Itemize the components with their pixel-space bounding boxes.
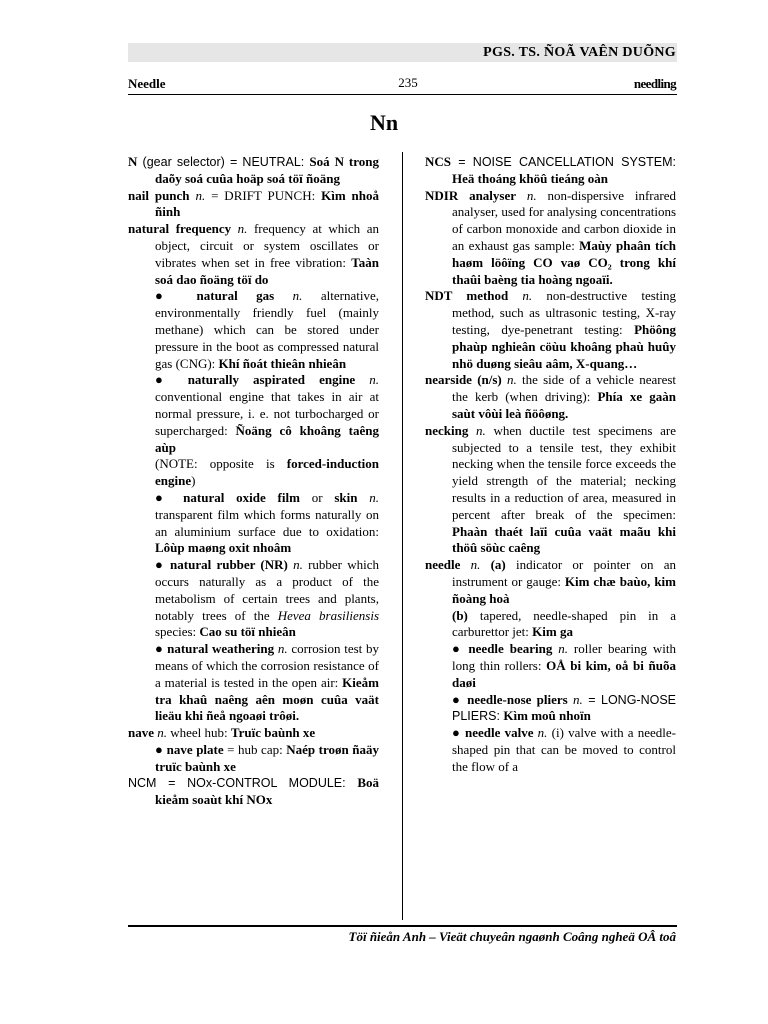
bullet-icon: ● (452, 691, 462, 707)
subentry-natural-rubber: ● natural rubber (NR) n. rubber which occurs naturally as a product of the metabolism of certain trees and plants, notably trees of the Hevea brasiliensis species: Cao su töï nhieân (155, 557, 380, 640)
subentry-needle-bearing: ● needle bearing n. roller bearing with long thin rollers: OÅ bi kim, oå bi ñuõa daøi (452, 641, 676, 690)
entry-ncm: NCM = NOx-CONTROL MODULE: Boä kieåm soaùt khí NOx (128, 775, 379, 808)
footer-credit: Töï ñieån Anh – Vieät chuyeân ngaønh Coâng ngheä OÂ toâ (348, 929, 676, 944)
bullet-icon: ● (155, 641, 164, 657)
subentry-nave-plate: ● nave plate = hub cap: Naép troøn ñaäy truïc baùnh xe (155, 741, 379, 774)
author-name: PGS. TS. ÑOÃ VAÊN DUÕNG (483, 45, 676, 60)
entry-ncs: NCS = NOISE CANCELLATION SYSTEM: Heä thoáng khöû tieáng oàn (425, 154, 676, 186)
entry-n: N (gear selector) = NEUTRAL: Soá N trong daõy soá cuûa hoäp soá töï ñoäng (128, 154, 380, 186)
entry-necking: necking n. when ductile test specimens are subjected to a tensile test, they exhibit necking when the tensile force exceeds the yield strength of the material; necking results in a reduction of area, measured in percent after break of the specimen: Phaàn thaét laïi cuûa vaät maãu khi thöû söùc caêng (425, 422, 677, 556)
entry-nearside: nearside (n/s) n. the side of a vehicle nearest the kerb (when driving): Phía xe gaàn saùt vôùi leà ñöôøng. (425, 372, 677, 421)
bullet-icon: ● (155, 741, 164, 757)
bullet-icon: ● (452, 725, 461, 741)
subentry-natural-oxide-film: ● natural oxide film or skin n. transparent film which forms naturally on an aluminium surface due to oxidation: Lôùp maøng oxit nhoâm (155, 489, 379, 556)
subentry-natural-gas: ● natural gas n. alternative, environmentally friendly fuel (mainly methane) which can be stored under pressure in the boot as compressed natural gas (CNG): Khí ñoát thieân nhieân (155, 288, 380, 371)
entry-ndir-analyser: NDIR analyser n. non-dispersive infrared analyser, used for analysing concentrations of carbon monoxide and carbon dioxide in an exhaust gas sample: Maùy phaân tích haøm löôïng CO vaø CO₂ trong khí thaûi baèng tia hoàng ngoaïi. (425, 187, 676, 287)
subentry-naturally-aspirated-engine: ● naturally aspirated engine n. conventional engine that takes in air at normal pressure, i. e. not turbocharged or supercharged: Ñoäng cô khoâng taêng aùp (NOTE: opposite is forced-induction engine) (155, 372, 379, 489)
bullet-icon: ● (452, 641, 463, 657)
bullet-icon: ● (155, 557, 165, 573)
footer-rule (128, 925, 677, 927)
subentry-needle-b: (b) tapered, needle-shaped pin in a carburettor jet: Kim ga (452, 607, 676, 640)
guide-word-right: needling (633, 76, 676, 91)
section-title: Nn (369, 110, 399, 135)
bullet-icon: ● (155, 288, 179, 304)
left-column (128, 154, 379, 809)
bullet-icon: ● (155, 489, 172, 505)
subentry-needle-nose-pliers: ● needle-nose pliers n. = LONG-NOSE PLIERS: Kìm moû nhoïn (452, 691, 677, 724)
bullet-icon: ● (155, 372, 174, 388)
page-number: 235 (398, 75, 418, 90)
column-divider (402, 152, 403, 920)
entry-needle: needle n. (a) indicator or pointer on an instrument or gauge: Kim chæ baùo, kim ñoàng hoà (425, 557, 677, 606)
header-rule (128, 94, 677, 95)
guide-word-left: Needle (128, 76, 166, 91)
entry-nail-punch: nail punch n. = DRIFT PUNCH: Kìm nhoå ñinh (128, 187, 379, 220)
entry-natural-frequency: natural frequency n. frequency at which an object, circuit or system oscillates or vibrates when set in free vibration: Taàn soá dao ñoäng töï do (128, 221, 380, 287)
entry-nave: nave n. wheel hub: Truïc baùnh xe (128, 725, 316, 741)
subentry-natural-weathering: ● natural weathering n. corrosion test by means of which the corrosion resistance of a material is tested in the open air: Kieåm tra khaû naêng aên moøn cuûa vaät lieäu khi ñeå ngoaøi trôøi. (155, 641, 380, 724)
right-column (425, 154, 676, 775)
entry-ndt-method: NDT method n. non-destructive testing method, such as ultrasonic testing, X-ray testing, dye-penetrant testing: Phöông phaùp nghieân cöùu khoâng phaù huûy nhö duøng sieâu aâm, X-quang… (425, 288, 677, 371)
subentry-needle-valve: ● needle valve n. (i) valve with a needle-shaped pin that can be moved to control the flow of a (452, 725, 676, 774)
